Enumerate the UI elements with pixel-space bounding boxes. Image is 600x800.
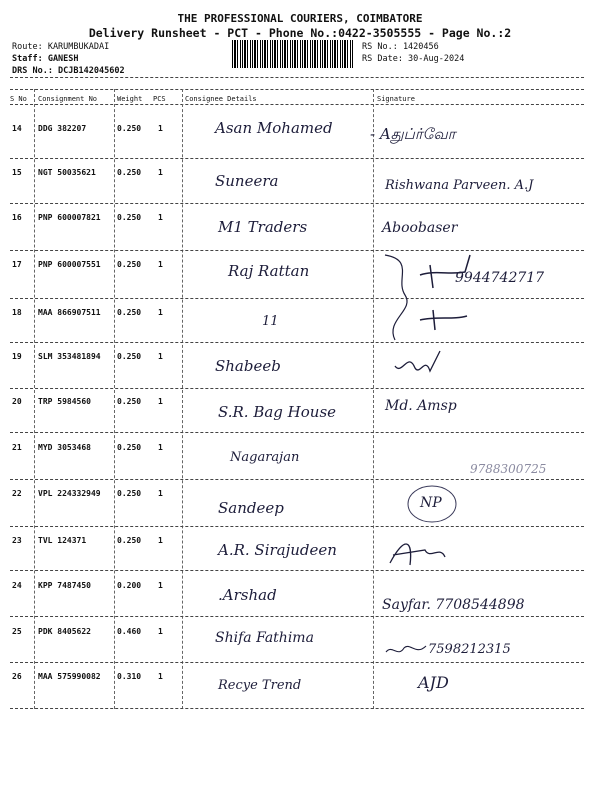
row-sno: 19 [12, 352, 22, 361]
row-weight: 0.200 [117, 581, 142, 590]
consignee-name: Suneera [215, 172, 279, 190]
row-consignment: MAA 575990082 [38, 672, 101, 681]
row-pcs: 1 [158, 672, 163, 681]
row-divider [10, 388, 584, 389]
row-weight: 0.250 [117, 260, 142, 269]
row-weight: 0.310 [117, 672, 142, 681]
receiver-signature: Sayfar. 7708544898 [382, 597, 525, 613]
row-sno: 20 [12, 397, 22, 406]
row-pcs: 1 [158, 627, 163, 636]
row-sno: 25 [12, 627, 22, 636]
row-weight: 0.250 [117, 443, 142, 452]
row-weight: 0.250 [117, 168, 142, 177]
company-title: THE PROFESSIONAL COURIERS, COIMBATORE [177, 12, 423, 25]
signature-scribble [382, 640, 430, 660]
row-weight: 0.460 [117, 627, 142, 636]
row-sno: 16 [12, 213, 22, 222]
row-pcs: 1 [158, 213, 163, 222]
consignee-name: Sandeep [218, 499, 284, 517]
consignee-name: Raj Rattan [228, 262, 310, 280]
row-weight: 0.250 [117, 213, 142, 222]
row-pcs: 1 [158, 260, 163, 269]
col-consignment: Consignment No [38, 95, 98, 103]
row-sno: 17 [12, 260, 22, 269]
row-sno: 22 [12, 489, 22, 498]
consignee-name: A.R. Sirajudeen [218, 541, 337, 559]
row-consignment: DDG 382207 [38, 124, 87, 133]
row-pcs: 1 [158, 489, 163, 498]
row-consignment: TRP 5984560 [38, 397, 91, 406]
receiver-signature: Rishwana Parveen. A.J [385, 178, 534, 193]
signature-scribble [385, 535, 455, 569]
col-signature: Signature [377, 95, 415, 103]
row-consignment: KPP 7487450 [38, 581, 91, 590]
row-consignment: VPL 224332949 [38, 489, 101, 498]
row-divider [10, 203, 584, 204]
row-pcs: 1 [158, 308, 163, 317]
row-pcs: 1 [158, 536, 163, 545]
row-sno: 18 [12, 308, 22, 317]
row-pcs: 1 [158, 397, 163, 406]
row-divider [10, 479, 584, 480]
col-weight: Weight [117, 95, 143, 103]
row-pcs: 1 [158, 443, 163, 452]
row-consignment: MAA 866907511 [38, 308, 101, 317]
receiver-signature: NP [420, 495, 442, 511]
row-sno: 14 [12, 124, 22, 133]
row-divider [10, 526, 584, 527]
column-header-divider [10, 104, 584, 105]
consignee-name: Shifa Fathima [215, 630, 314, 646]
row-consignment: TVL 124371 [38, 536, 87, 545]
row-consignment: SLM 353481894 [38, 352, 101, 361]
receiver-signature: AJD [418, 673, 449, 692]
consignee-name: Nagarajan [230, 450, 300, 465]
consignee-name: Asan Mohamed [215, 119, 333, 137]
row-divider [10, 708, 584, 709]
row-weight: 0.250 [117, 489, 142, 498]
col-sno: S No [10, 95, 27, 103]
row-divider [10, 432, 584, 433]
row-sno: 23 [12, 536, 22, 545]
row-sno: 24 [12, 581, 22, 590]
row-consignment: PNP 600007821 [38, 213, 101, 222]
row-pcs: 1 [158, 124, 163, 133]
row-sno: 26 [12, 672, 22, 681]
row-consignment: NGT 50035621 [38, 168, 96, 177]
header-divider [10, 77, 584, 78]
consignee-name: Recye Trend [218, 678, 302, 693]
receiver-signature: 9788300725 [470, 462, 547, 476]
runsheet-title: Delivery Runsheet - PCT - Phone No.:0422-3505555 - Page No.:2 [88, 26, 512, 40]
receiver-signature: - Aதுப்ர்வோ [370, 125, 456, 143]
row-weight: 0.250 [117, 397, 142, 406]
row-divider [10, 616, 584, 617]
row-consignment: PDK 8405622 [38, 627, 91, 636]
route-label: Route: KARUMBUKADAI [12, 42, 110, 52]
row-divider [10, 662, 584, 663]
staff-label: Staff: GANESH [12, 54, 79, 64]
drs-number: DRS No.: DCJB142045602 [12, 66, 125, 76]
barcode [232, 40, 354, 68]
row-weight: 0.250 [117, 352, 142, 361]
row-consignment: MYD 3053468 [38, 443, 91, 452]
header-divider [10, 89, 584, 90]
row-weight: 0.250 [117, 308, 142, 317]
consignee-name: M1 Traders [218, 218, 308, 236]
row-pcs: 1 [158, 352, 163, 361]
col-pcs: PCS [153, 95, 166, 103]
row-divider [10, 570, 584, 571]
rs-date: RS Date: 30-Aug-2024 [362, 54, 465, 64]
signature-scribble [375, 250, 515, 350]
stamp-circle [405, 482, 460, 527]
receiver-signature: Aboobaser [382, 220, 458, 236]
consignee-name: .Arshad [218, 586, 277, 604]
signature-scribble [390, 346, 450, 382]
row-pcs: 1 [158, 168, 163, 177]
row-weight: 0.250 [117, 536, 142, 545]
row-weight: 0.250 [117, 124, 142, 133]
consignee-ditto: 11 [262, 314, 279, 329]
rs-number: RS No.: 1420456 [362, 42, 439, 52]
col-consignee: Consignee Details [185, 95, 257, 103]
row-consignment: PNP 600007551 [38, 260, 101, 269]
receiver-signature: 9944742717 [455, 270, 545, 286]
receiver-signature: Md. Amsp [385, 398, 457, 414]
consignee-name: S.R. Bag House [218, 403, 337, 421]
row-pcs: 1 [158, 581, 163, 590]
row-sno: 21 [12, 443, 22, 452]
consignee-name: Shabeeb [215, 357, 281, 375]
row-divider [10, 158, 584, 159]
row-sno: 15 [12, 168, 22, 177]
receiver-signature: 7598212315 [428, 642, 511, 657]
